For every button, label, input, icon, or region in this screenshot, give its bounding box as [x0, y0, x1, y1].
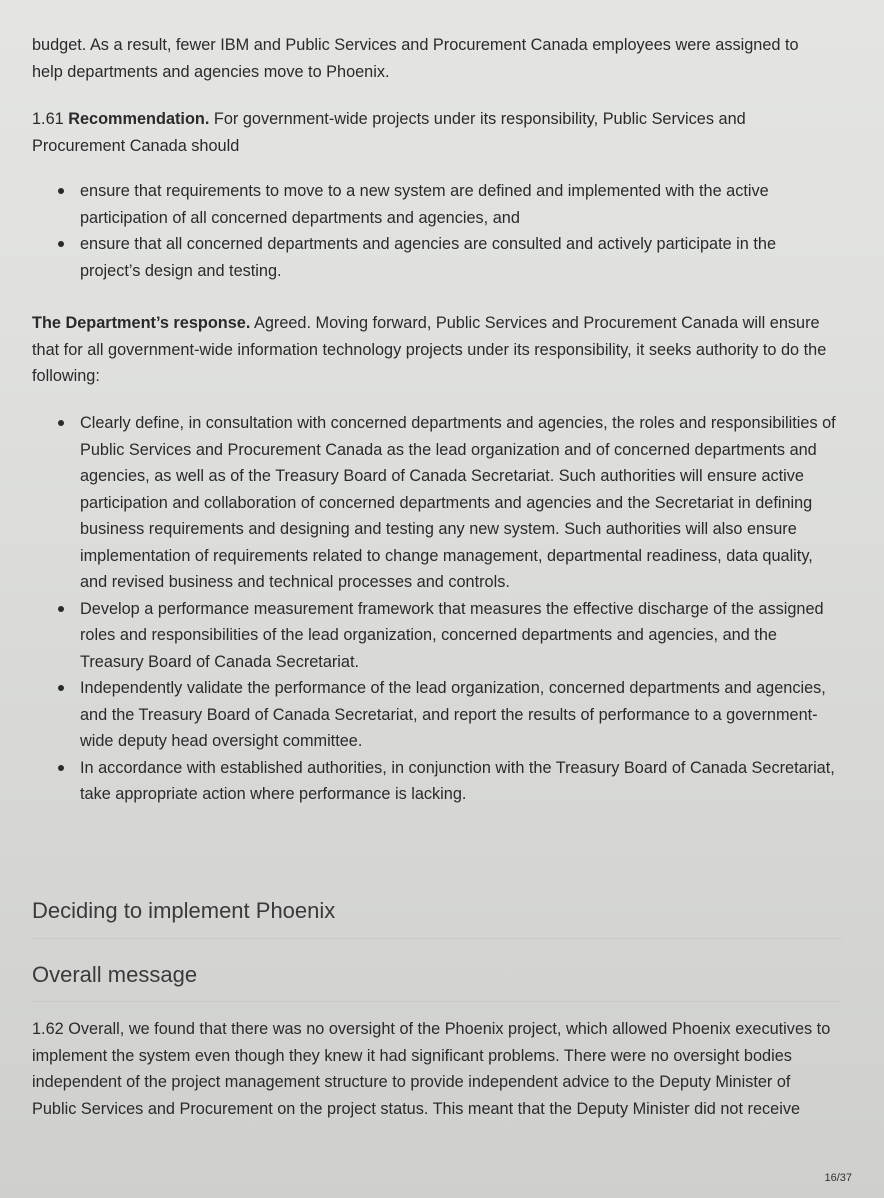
- paragraph-response: [32, 310, 832, 390]
- section-divider: [32, 938, 842, 939]
- recommendation-label: Recommendation.: [68, 110, 210, 128]
- list-item-text: ensure that all concerned departments and agencies are consulted and actively participate in the project’s design and testing.: [80, 235, 777, 280]
- list-item: [58, 755, 838, 808]
- list-item-text: ensure that requirements to move to a new system are defined and implemented with the active participation of all concerned departments and agencies, and: [80, 182, 769, 227]
- bullet-icon: [58, 606, 64, 612]
- section-heading: Deciding to implement Phoenix: [32, 898, 336, 923]
- recommendation-text: For government-wide projects under its responsibility, Public Services and Procurement Canada should: [32, 110, 746, 155]
- bullet-icon: [58, 685, 64, 691]
- subsection-heading: Overall message: [32, 962, 198, 987]
- bullet-icon: [58, 241, 64, 247]
- recommendation-bullet-list: [58, 178, 838, 284]
- bullet-icon: [58, 420, 64, 426]
- list-item-text: Clearly define, in consultation with concerned departments and agencies, the roles and responsibilities of Public Services and Procurement Canada as the lead organization and of concerned departments and agencies, as well as of the Treasury Board of Canada Secretariat. Such authorities will ensure active participation and collaboration of concerned departments and agencies and the Secretariat in defining business requirements and designing and testing any new system. Such authorities will also ensure implementation of requirements related to change management, departmental readiness, data quality, and revised business and technical processes and controls.: [80, 414, 836, 591]
- paragraph-recommendation: [32, 106, 832, 159]
- paragraph-1-62: 1.62 Overall, we found that there was no oversight of the Phoenix project, which allowed Phoenix executives to implement the system even though they knew it had significant problems. There were no oversight bodies independent of the project management structure to provide independent advice to the Deputy Minister of Public Services and Procurement on the project status. This meant that the Deputy Minister did not receive: [32, 1020, 831, 1118]
- list-item-text: Independently validate the performance of the lead organization, concerned departments and agencies, and the Treasury Board of Canada Secretariat, and report the results of performance to a government-wide deputy head oversight committee.: [80, 679, 826, 750]
- paragraph-number: 1.61: [32, 110, 64, 128]
- list-item-text: Develop a performance measurement framework that measures the effective discharge of the assigned roles and responsibilities of the lead organization, concerned departments and agencies, and the Treasury Board of Canada Secretariat.: [80, 599, 824, 671]
- page-number: 16/37: [824, 1172, 852, 1184]
- list-item-text: In accordance with established authorities, in conjunction with the Treasury Board of Canada Secretariat, take appropriate action where performance is lacking.: [80, 758, 835, 803]
- list-item: [58, 178, 838, 231]
- subsection-divider: [32, 1001, 842, 1002]
- list-item: [58, 410, 838, 596]
- list-item: [58, 231, 838, 284]
- bullet-icon: [58, 188, 64, 194]
- response-bullet-list: [58, 410, 838, 808]
- list-item: [58, 596, 838, 676]
- list-item: [58, 675, 838, 755]
- paragraph-intro: budget. As a result, fewer IBM and Public Services and Procurement Canada employees were assigned to help departments and agencies move to Phoenix.: [32, 36, 799, 81]
- bullet-icon: [58, 765, 64, 771]
- response-text: Agreed. Moving forward, Public Services and Procurement Canada will ensure that for all government-wide information technology projects under its responsibility, it seeks authority to do the following:: [32, 314, 827, 385]
- response-label: The Department’s response.: [32, 314, 251, 332]
